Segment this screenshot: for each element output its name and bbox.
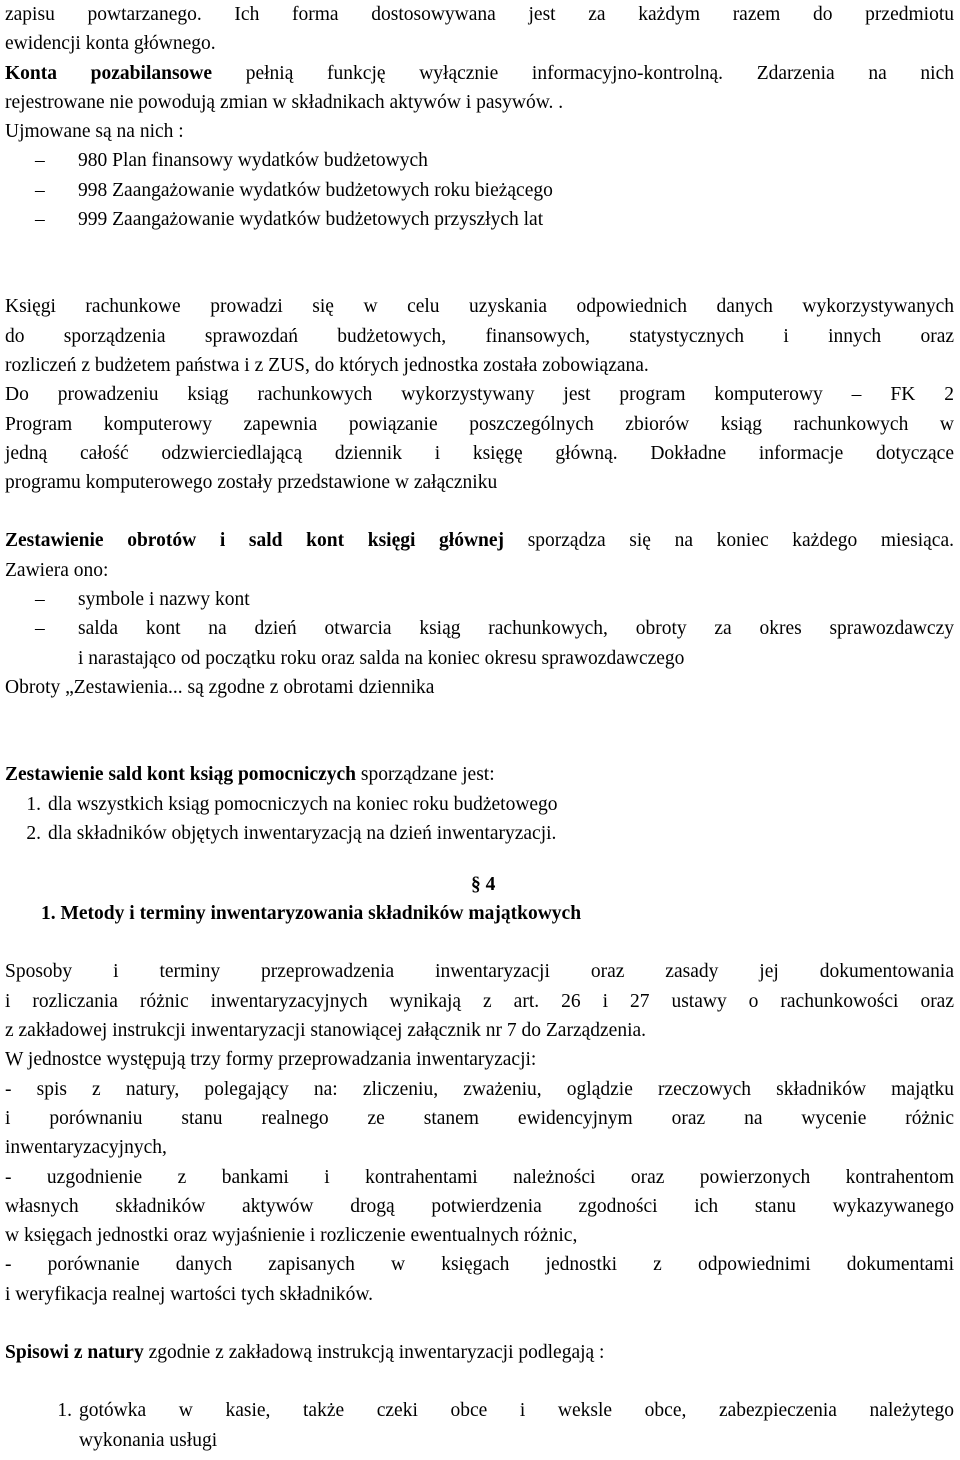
turnover-item — [5, 585, 954, 614]
inventory-p4-line-2: własnych składników aktywów drogą potwierdzenia zgodności ich stanu wykazywanego — [5, 1195, 954, 1217]
turnover-item-text: salda kont na dzień otwarcia ksiąg rachunkowych, obroty za okres sprawozdawczy — [78, 618, 954, 640]
inventory-p3-line-1: - spis z natury, polegający na: zliczeniu, zważeniu, oglądzie rzeczowych składników majątku — [5, 1078, 954, 1100]
auxiliary-item-text: dla wszystkich ksiąg pomocniczych na koniec roku budżetowego — [48, 793, 558, 815]
account-item — [5, 146, 954, 175]
auxiliary-text: sporządzane jest: — [356, 764, 495, 786]
stocktake-item-continuation-text: wykonania usługi — [79, 1429, 218, 1451]
auxiliary-item — [5, 819, 954, 848]
turnover-text: sporządza się na koniec każdego miesiąca. — [504, 530, 954, 552]
stocktake-line — [5, 1338, 954, 1367]
item-number: 2. — [26, 822, 41, 844]
stocktake-text: zgodnie z zakładową instrukcją inwentaryzacji podlegają : — [143, 1341, 605, 1363]
stocktake-term: Spisowi z natury — [5, 1341, 144, 1363]
section-sign-text: § 4 — [471, 874, 496, 896]
spacer — [5, 848, 954, 870]
books-line-1: Księgi rachunkowe prowadzi się w celu uzyskania odpowiednich danych wykorzystywanych — [5, 296, 954, 318]
offbalance-term: Konta pozabilansowe — [5, 62, 213, 84]
books-line-6: jedną całość odzwierciedlającą dziennik i księgę główną. Dokładne informacje dotyczące — [5, 442, 954, 464]
section-heading: 1. Metody i terminy inwentaryzowania składników majątkowych — [41, 903, 582, 925]
spacer — [5, 928, 954, 957]
dash-bullet: – — [35, 589, 45, 611]
spacer — [5, 234, 954, 292]
dash-bullet: – — [35, 179, 45, 201]
offbalance-line — [5, 59, 954, 88]
turnover-conclusion: Obroty „Zestawienia... są zgodne z obrotami dziennika — [5, 676, 435, 698]
intro-line-4: rejestrowane nie powodują zmian w składnikach aktywów i pasywów. . — [5, 91, 564, 113]
intro-line-2: ewidencji konta głównego. — [5, 33, 216, 55]
intro-line-1: zapisu powtarzanego. Ich forma dostosowywana jest za każdym razem do przedmiotu — [5, 4, 954, 25]
stocktake-item — [5, 1396, 954, 1425]
inventory-p5-line-2: i weryfikacja realnej wartości tych składników. — [5, 1283, 374, 1305]
item-number: 1. — [57, 1400, 72, 1422]
books-line-2: do sporządzenia sprawozdań budżetowych, finansowych, statystycznych i innych oraz — [5, 325, 954, 347]
auxiliary-term: Zestawienie sald kont ksiąg pomocniczych — [5, 764, 357, 786]
books-line-3: rozliczeń z budżetem państwa i z ZUS, do których jednostka została zobowiązana. — [5, 354, 649, 376]
section-sign — [5, 870, 954, 899]
turnover-contains: Zawiera ono: — [5, 559, 109, 581]
spacer — [5, 1309, 954, 1338]
inventory-p4-line-3: w księgach jednostki oraz wyjaśnienie i rozliczenie ewentualnych różnic, — [5, 1225, 578, 1247]
spacer — [5, 497, 954, 526]
intro-line-5: Ujmowane są na nich : — [5, 121, 184, 143]
books-line-5: Program komputerowy zapewnia powiązanie poszczególnych zbiorów ksiąg rachunkowych w — [5, 413, 954, 435]
account-item — [5, 176, 954, 205]
inventory-p5-line-1: - porównanie danych zapisanych w księgach jednostki z odpowiednimi dokumentami — [5, 1254, 954, 1276]
turnover-term: Zestawienie obrotów i sald kont księgi głównej — [5, 530, 505, 552]
inventory-p1-line-1: Sposoby i terminy przeprowadzenia inwentaryzacji oraz zasady jej dokumentowania — [5, 961, 954, 983]
turnover-item-text: symbole i nazwy kont — [78, 589, 250, 611]
inventory-p1-line-2: i rozliczania różnic inwentaryzacyjnych wynikają z art. 26 i 27 ustawy o rachunkowości oraz — [5, 990, 954, 1012]
account-item — [5, 205, 954, 234]
auxiliary-line — [5, 760, 954, 789]
dash-bullet: – — [35, 209, 45, 231]
auxiliary-item — [5, 790, 954, 819]
item-number: 1. — [26, 793, 41, 815]
account-item-text: 980 Plan finansowy wydatków budżetowych — [78, 150, 428, 172]
books-line-7: programu komputerowego zostały przedstawione w załączniku — [5, 472, 498, 494]
turnover-line — [5, 526, 954, 555]
books-line-4: Do prowadzeniu ksiąg rachunkowych wykorzystywany jest program komputerowy – FK 2 — [5, 384, 954, 406]
account-item-text: 998 Zaangażowanie wydatków budżetowych roku bieżącego — [78, 179, 553, 201]
inventory-p4-line-1: - uzgodnienie z bankami i kontrahentami należności oraz powierzonych kontrahentom — [5, 1166, 954, 1188]
stocktake-item-continuation — [5, 1426, 954, 1455]
dash-bullet: – — [35, 150, 45, 172]
auxiliary-item-text: dla składników objętych inwentaryzacją na dzień inwentaryzacji. — [48, 822, 557, 844]
inventory-p2-line-1: W jednostce występują trzy formy przeprowadzania inwentaryzacji: — [5, 1049, 537, 1071]
spacer — [5, 702, 954, 760]
inventory-p3-line-3: inwentaryzacyjnych, — [5, 1137, 167, 1159]
stocktake-item-text: gotówka w kasie, także czeki obce i weksle obce, zabezpieczenia należytego — [79, 1400, 954, 1422]
inventory-p3-line-2: i porównaniu stanu realnego ze stanem ewidencyjnym oraz na wycenie różnic — [5, 1107, 954, 1129]
dash-bullet: – — [35, 618, 45, 640]
inventory-p1-line-3: z zakładowej instrukcji inwentaryzacji stanowiącej załącznik nr 7 do Zarządzenia. — [5, 1020, 647, 1042]
account-item-text: 999 Zaangażowanie wydatków budżetowych przyszłych lat — [78, 209, 544, 231]
offbalance-text: pełnią funkcję wyłącznie informacyjno-kontrolną. Zdarzenia na nich — [212, 62, 955, 84]
spacer — [5, 1367, 954, 1396]
turnover-item — [5, 614, 954, 643]
turnover-item-continuation: i narastająco od początku roku oraz salda na koniec okresu sprawozdawczego — [78, 647, 685, 669]
